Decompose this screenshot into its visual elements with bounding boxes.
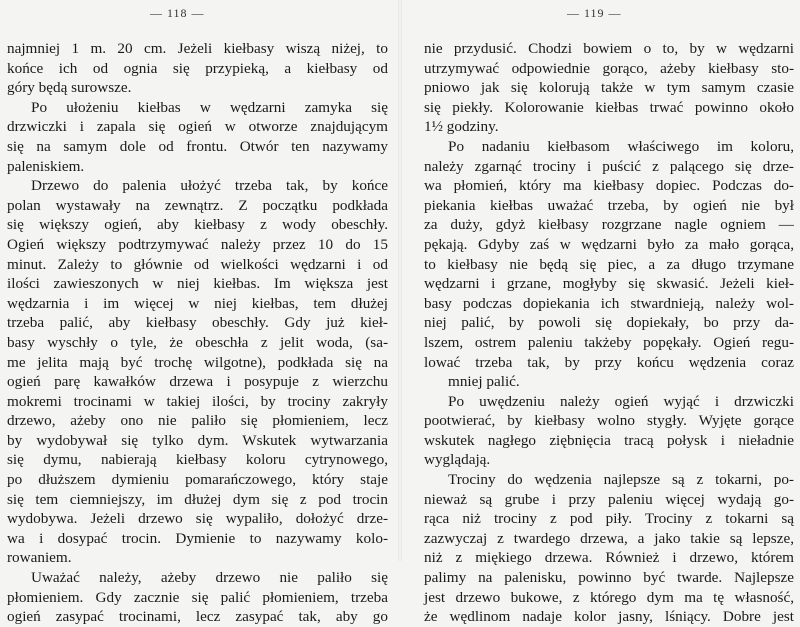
text-line: polan wystawały na zewnątrz. Z początku podkłada	[7, 196, 388, 214]
text-line: należy zgarnąć trociny i puścić z palącego się drze-	[424, 157, 794, 175]
text-line: basy podczas dopiekania ich stwardnieją, należy wol-	[424, 294, 794, 312]
text-line: wa i dosypać trocin. Dymienie to nazywamy kolo-	[7, 529, 388, 547]
text-line: minut. Zależy to głównie od wielkości wędzarni i od	[7, 255, 388, 273]
text-line: Po nadaniu kiełbasom właściwego im koloru,	[448, 137, 794, 155]
text-line: najmniej 1 m. 20 cm. Jeżeli kiełbasy wiszą niżej, to	[7, 40, 388, 57]
right-page	[400, 0, 800, 626]
left-page-text	[7, 39, 388, 627]
text-line: wędzarnia i im więcej w niej kiełbas, tem dłużej	[7, 294, 388, 312]
text-line: lować trzeba tak, by przy końcu wędzenia coraz	[424, 353, 794, 371]
text-line: ogień zasypać trocinami, lecz zasypać tak, aby go	[7, 608, 388, 626]
text-line: się na samym dole od frontu. Otwór ten nazywamy	[7, 137, 388, 155]
text-line: się dymu, nabierają kiełbasy koloru cytrynowego,	[7, 451, 388, 469]
text-line: góry będą surowsze.	[7, 79, 132, 97]
text-line: wydobywa. Jeżeli drzewo się wypaliło, dołożyć drze-	[7, 510, 388, 528]
text-line: to kiełbasy nie będą się piec, a za długo trzymane	[424, 255, 794, 273]
text-line: płomieniem. Gdy zacznie się palić płomieniem, trzeba	[7, 588, 388, 606]
text-line: Uważać należy, ażeby drzewo nie paliło się	[31, 569, 388, 587]
text-line: drzewo, ażeby ono nie paliło się płomieniem, lecz	[7, 412, 388, 430]
text-line: nie przydusić. Chodzi bowiem o to, by w wędzarni	[424, 40, 794, 57]
text-line: końce ich od ognia się przypieką, a kiełbasy od	[7, 59, 388, 77]
text-line: ilości zawieszonych w niej kiełbas. Im większa jest	[7, 275, 388, 293]
right-page-text	[424, 39, 794, 627]
text-line: lszem, ostrem paleniu takżeby popękały. Ogień regu-	[424, 333, 794, 351]
text-line: Po ułożeniu kiełbas w wędzarni zamyka się	[31, 98, 388, 116]
text-line: mokremi trocinami w takiej ilości, by trociny zakryły	[7, 392, 388, 410]
text-line: rowaniem.	[7, 549, 72, 567]
page-number: — 118 —	[150, 6, 205, 20]
text-line: drzwiczki i zapala się ogień w otworze znajdującym	[7, 118, 388, 136]
text-line: niż z miękiego drzewa. Również i drzewo, którem	[424, 549, 794, 567]
text-line: jest drzewo bukowe, z którego dym ma tę własność,	[424, 588, 794, 606]
text-line: Trociny do wędzenia najlepsze są z tokarni, po-	[448, 471, 794, 489]
text-line: wędzarni i grzane, mogłyby się skwasić. Jeżeli kieł-	[424, 275, 794, 293]
text-line: za duży, gdyż kiełbasy rozgrzane nagle ogniem —	[424, 216, 794, 234]
text-line: niej palić, by powoli się dopiekały, bo przy da-	[424, 314, 794, 332]
text-line: że wędlinom nadaje kolor jasny, lśniący. Dobre jest	[424, 608, 794, 626]
text-line: po dłuższem dymieniu pomarańczowego, który staje	[7, 471, 388, 489]
text-line: piekania kiełbas uważać trzeba, by ogień nie był	[424, 196, 794, 214]
text-line: się tem ciemniejszy, im dłużej dym się z pod trocin	[7, 490, 388, 508]
text-line: rąca niż trociny z pod piły. Trociny z tokarni są	[424, 510, 794, 528]
text-line: utrzymywać odpowiednie gorąco, ażeby kiełbasy sto-	[424, 59, 794, 77]
left-page	[0, 0, 400, 626]
text-line: mniej palić.	[448, 373, 520, 391]
text-line: palimy na palenisku, powinno być twarde. Najlepsze	[424, 569, 794, 587]
text-line: wyglądają.	[424, 451, 491, 469]
text-line: zazwyczaj z twardego drzewa, a jako takie są lepsze,	[424, 529, 794, 547]
text-line: ogień parę kawałków drzewa i posypuje z wierzchu	[7, 373, 388, 391]
text-line: wa płomień, który ma kiełbasy dopiec. Podczas do-	[424, 177, 794, 195]
text-line: me jelita mają być trochę wilgotne), podkłada się na	[7, 353, 388, 371]
text-line: wskutek nagłego ziębnięcia tracą połysk i nieładnie	[424, 431, 794, 449]
text-line: się większy ogień, aby kiełbasy z wody obeschły.	[7, 216, 388, 234]
text-line: Drzewo do palenia ułożyć trzeba tak, by końce	[31, 177, 388, 195]
text-line: Po uwędzeniu należy ogień wyjąć i drzwiczki	[448, 392, 794, 410]
text-line: pniowo jak się kolorują także w tym samym czasie	[424, 79, 794, 97]
text-line: pootwierać, by kiełbasy wolno stygły. Wyjęte gorące	[424, 412, 794, 430]
text-line: basy wyschły o tyle, że obeschła z jelit woda, (sa-	[7, 333, 388, 351]
text-line: się piekły. Kolorowanie kiełbas trwać powinno około	[424, 98, 794, 116]
text-line: Ogień większy podtrzymywać należy przez 10 do 15	[7, 235, 388, 253]
text-line: by wydobywał się tylko dym. Wskutek wytwarzania	[7, 431, 388, 449]
text-line: nieważ są grube i przy paleniu więcej wydają go-	[424, 490, 794, 508]
text-line: paleniskiem.	[7, 157, 85, 175]
text-line: pękają. Gdyby zaś w wędzarni było za mało gorąca,	[424, 235, 794, 253]
page-number: — 119 —	[567, 6, 622, 20]
text-line: 1½ godziny.	[424, 118, 499, 136]
text-line: trzeba palić, aby kiełbasy obeschły. Gdy już kieł-	[7, 314, 388, 332]
